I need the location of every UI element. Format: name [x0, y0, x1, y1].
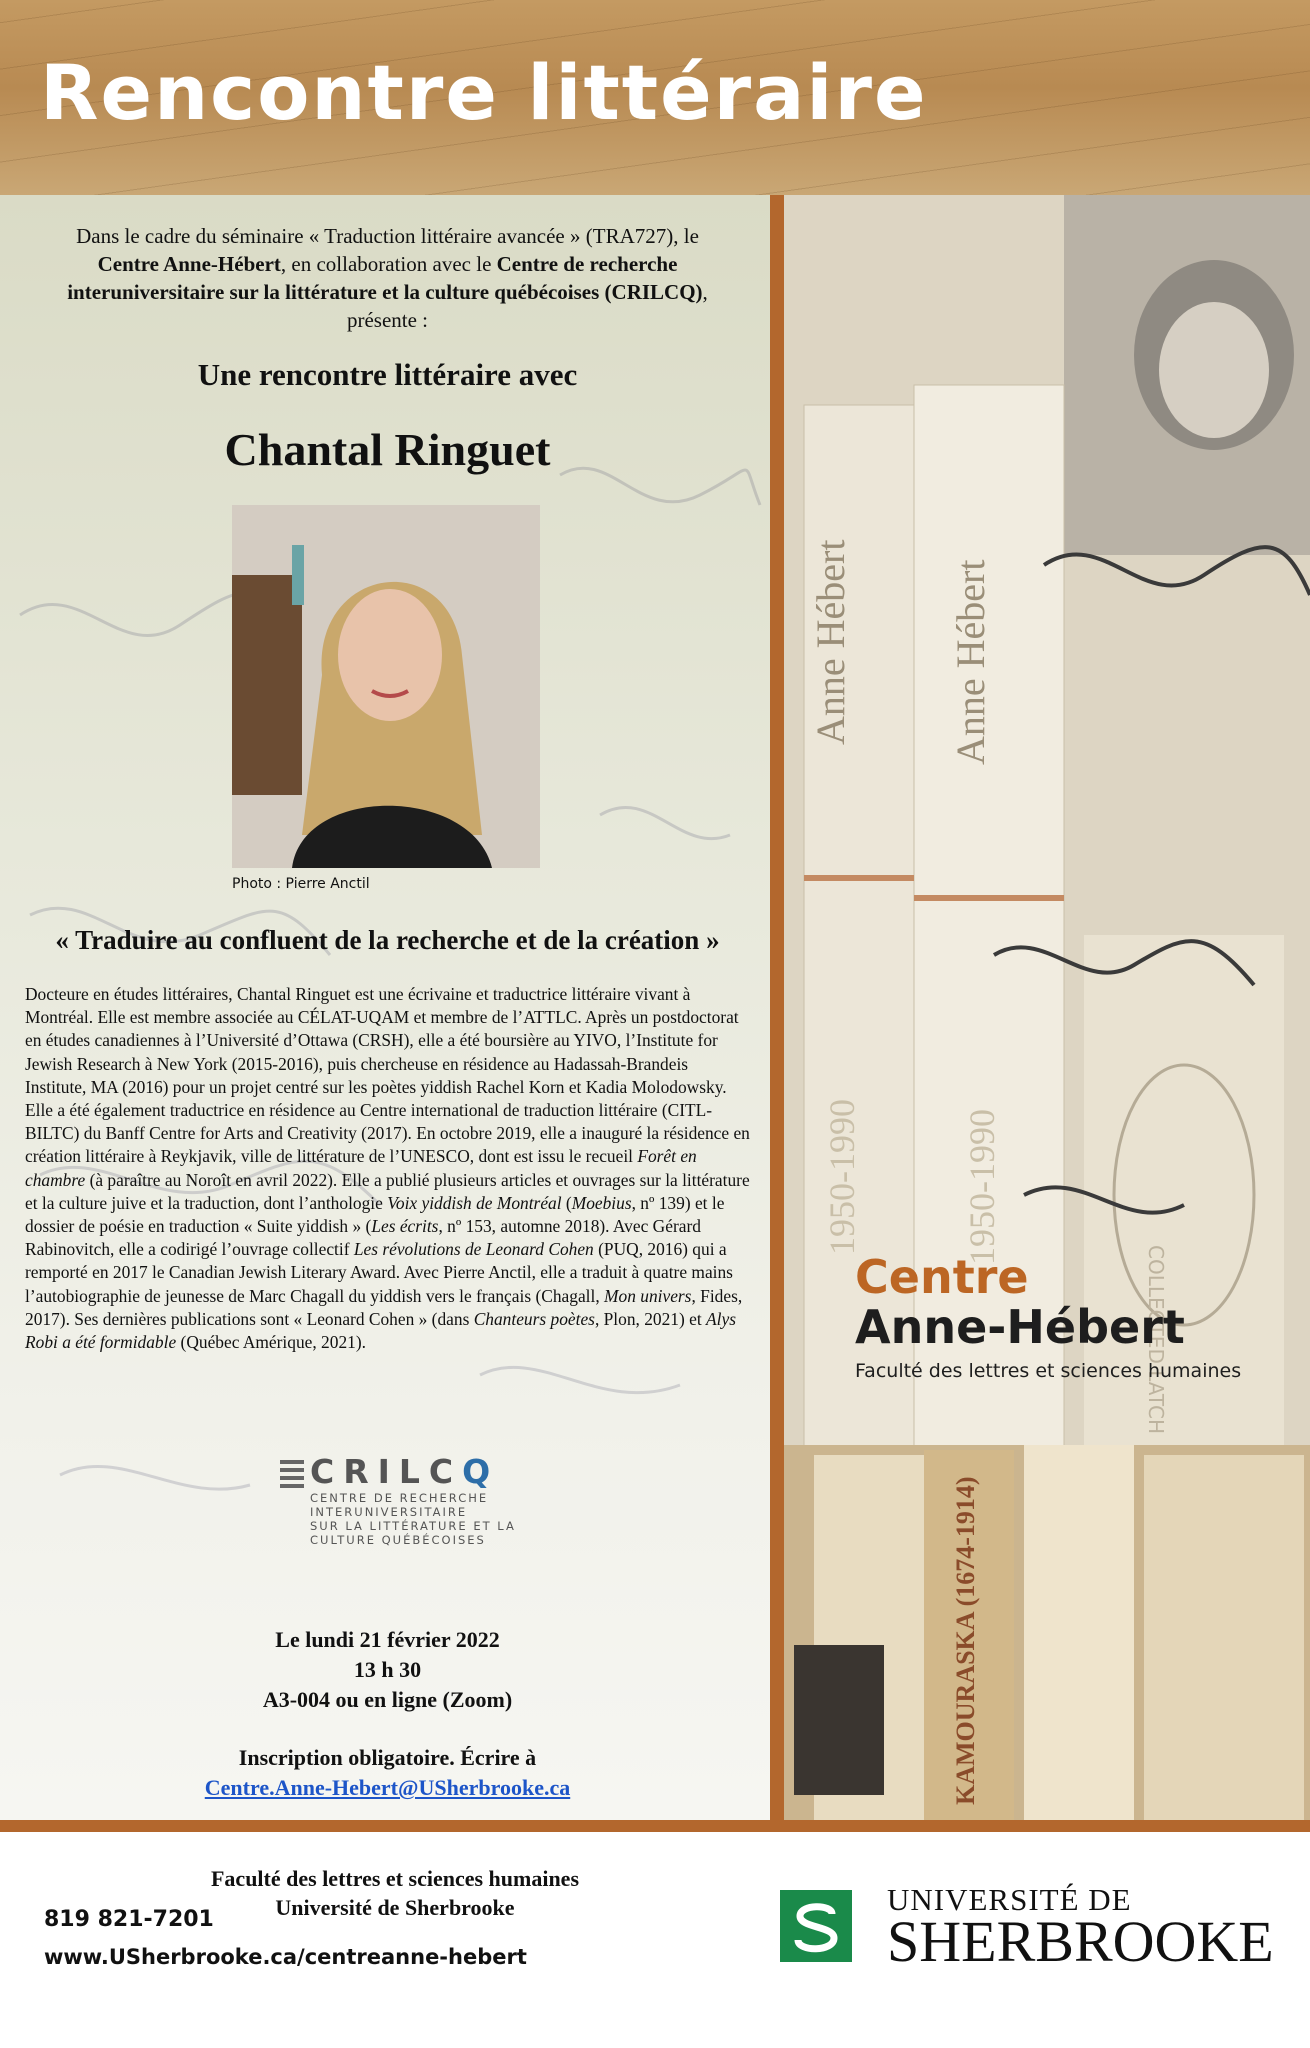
title-banner — [0, 0, 1310, 195]
registration-text: Inscription obligatoire. Écrire à — [238, 1745, 537, 1770]
udes-wordmark-line-1: UNIVERSITÉ DE — [887, 1882, 1132, 1917]
udes-emblem — [780, 1890, 852, 1962]
centre-anne-hebert-logo — [855, 1250, 1241, 1382]
crilcq-lines-icon — [280, 1460, 304, 1492]
page-title: Rencontre littéraire — [40, 48, 928, 137]
udes-shield-icon — [780, 1890, 852, 1962]
brand-faculty: Faculté des lettres et sciences humaines — [855, 1360, 1242, 1382]
spine-label-5: COLLECTED LATCH — [1144, 1245, 1168, 1434]
vertical-divider — [770, 195, 784, 1820]
crilcq-subtitle: CENTRE DE RECHERCHE INTERUNIVERSITAIRE SUR LA LITTÉRATURE ET LA CULTURE QUÉBÉCOISES — [310, 1491, 516, 1547]
spine-label-3: 1950-1990 — [822, 1099, 862, 1255]
spine-label-1: Anne Hébert — [808, 539, 853, 745]
talk-title: « Traduire au confluent de la recherche et de la création » — [55, 925, 720, 955]
speaker-name: Chantal Ringuet — [224, 424, 551, 475]
footer-phone: 819 821-7201 — [44, 1907, 214, 1932]
crilcq-wordmark: CRILCQ — [310, 1452, 500, 1491]
brand-centre: Centre — [855, 1250, 1029, 1304]
intro-paragraph — [20, 222, 755, 334]
spine-label-6: KAMOURASKA (1674-1914) — [951, 1476, 980, 1805]
event-location: A3-004 ou en ligne (Zoom) — [262, 1687, 513, 1712]
portrait-illustration — [232, 505, 540, 868]
footer-url-link[interactable]: www.USherbrooke.ca/centreanne-hebert — [44, 1945, 527, 1969]
intro-centre-de-recherche: Centre de recherche — [496, 252, 678, 276]
udes-wordmark-line-2: SHERBROOKE — [887, 1909, 1274, 1974]
brand-anne-hebert: Anne-Hébert — [855, 1300, 1185, 1354]
footer-faculty — [150, 1864, 640, 1922]
intro-presente: présente : — [346, 308, 429, 332]
spine-label-4: 1950-1990 — [962, 1109, 1002, 1265]
horizontal-divider — [0, 1820, 1310, 1832]
book-spines-illustration — [784, 195, 1310, 1820]
registration-email-link[interactable]: Centre.Anne-Hebert@USherbrooke.ca — [204, 1775, 571, 1800]
intro-line-2-rest: , en collaboration avec le — [280, 252, 497, 276]
spine-label-2: Anne Hébert — [948, 559, 993, 765]
event-subheading: Une rencontre littéraire avec — [197, 357, 578, 392]
event-details — [20, 1625, 755, 1715]
event-date: Le lundi 21 février 2022 — [275, 1627, 500, 1652]
crilcq-logo — [280, 1452, 520, 1547]
right-panel-artwork — [784, 195, 1310, 1820]
footer-university-name: Université de Sherbrooke — [275, 1895, 515, 1920]
intro-crilcq-name: interuniversitaire sur la littérature et la culture québécoises (CRILCQ) — [67, 280, 703, 304]
photo-credit: Photo : Pierre Anctil — [232, 876, 370, 892]
event-time: 13 h 30 — [353, 1657, 422, 1682]
intro-centre-anne-hebert: Centre Anne-Hébert — [97, 252, 281, 276]
footer-faculty-name: Faculté des lettres et sciences humaines — [210, 1866, 580, 1891]
intro-line-3-rest: , — [702, 280, 708, 304]
intro-line-1: Dans le cadre du séminaire « Traduction littéraire avancée » (TRA727), le — [76, 224, 699, 248]
registration-block — [20, 1743, 755, 1803]
speaker-photo — [232, 505, 540, 868]
speaker-biography: Docteure en études littéraires, Chantal Ringuet est une écrivaine et traductrice littéraire vivant à Montréal. Elle est membre associée au CÉLAT-UQAM et membre de l’ATTLC. Après un postdoctorat en études canadiennes à l’Université d’Ottawa (CRSH), elle a été boursière au YIVO, l’Institute for Jewish Research à New York (2015-2016), puis chercheuse en résidence au Hadassah-Brandeis Institute, MA (2016) pour un projet centré sur les poètes yiddish Rachel Korn et Kadia Molodowsky. Elle a été également traductrice en résidence au Centre international de traduction littéraire (CITL-BILTC) du Banff Centre for Arts and Creativity (2017). En octobre 2019, elle a inauguré la résidence en création littéraire à Reykjavik, ville de littérature de l’UNESCO, dont est issu le recueil Forêt en chambre (à paraître au Noroît en avril 2022). Elle a publié plusieurs articles et ouvrages sur la littérature et la culture juive et la traduction, dont l’anthologie Voix yiddish de Montréal (Moebius, nº 139) et le dossier de poésie en traduction « Suite yiddish » (Les écrits, nº 153, automne 2018). Avec Gérard Rabinovitch, elle a codirigé l’ouvrage collectif Les révolutions de Leonard Cohen (PUQ, 2016) qui a remporté en 2017 le Canadian Jewish Literary Award. Avec Pierre Anctil, elle a traduit à quatre mains l’autobiographie de jeunesse de Marc Chagall du yiddish vers le français (Chagall, Mon univers, Fides, 2017). Ses dernières publications sont « Leonard Cohen » (dans Chanteurs poètes, Plon, 2021) et Alys Robi a été formidable (Québec Amérique, 2021). — [25, 984, 750, 1353]
